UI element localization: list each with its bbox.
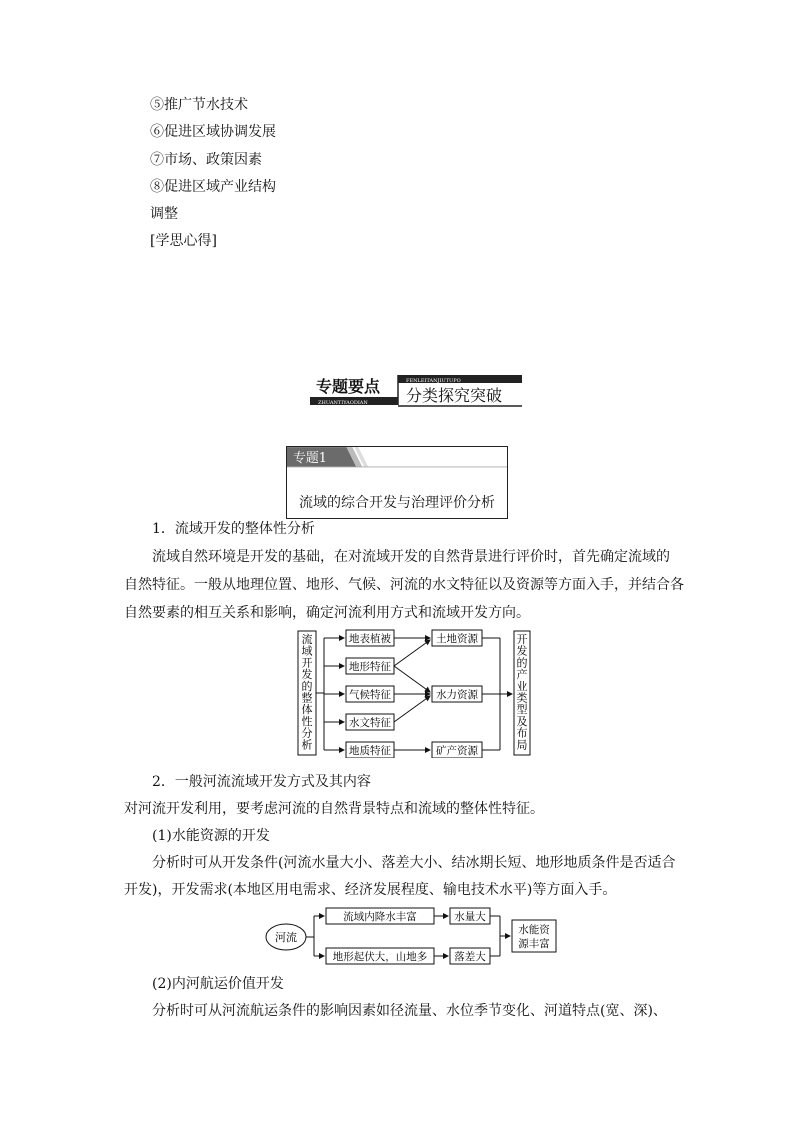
effect-box bbox=[450, 908, 490, 924]
paragraph-line: 开发)，开发需求(本地区用电需求、经济发展程度、输电技术水平)等方面入手。 bbox=[124, 882, 617, 898]
svg-text:源丰富: 源丰富 bbox=[518, 938, 550, 950]
svg-text:流域内降水丰富: 流域内降水丰富 bbox=[343, 911, 417, 923]
banner-left-subtitle: ZHUANTIYAODIAN bbox=[318, 400, 368, 406]
list-item: ⑤推广节水技术 bbox=[150, 97, 248, 113]
paragraph-line: 自然特征。一般从地理位置、地形、气候、河流的水文特征以及资源等方面入手，并结合各 bbox=[124, 577, 684, 593]
factor-box bbox=[346, 630, 394, 646]
svg-text:地形起伏大，山地多: 地形起伏大，山地多 bbox=[332, 951, 428, 963]
subsection-heading: (2)内河航运价值开发 bbox=[152, 976, 284, 992]
svg-text:地形特征: 地形特征 bbox=[349, 661, 391, 673]
banner-left-title: 专题要点 bbox=[316, 377, 381, 396]
subsection-heading: (1)水能资源的开发 bbox=[152, 828, 270, 844]
banner-right-title: 分类探究突破 bbox=[406, 386, 503, 405]
svg-text:落差大: 落差大 bbox=[454, 951, 486, 963]
paragraph-line: 分析时可从开发条件(河流水量大小、落差大小、结冰期长短、地形地质条件是否适合 bbox=[152, 855, 676, 871]
paragraph-line: 自然要素的相互关系和影响，确定河流利用方式和流域开发方向。 bbox=[124, 605, 530, 621]
svg-text:气候特征: 气候特征 bbox=[349, 689, 391, 701]
right-vertical-label: 开发的产业类型及布局 bbox=[516, 633, 528, 752]
left-vertical-label: 流域开发的整体性分析 bbox=[301, 633, 313, 752]
resource-box bbox=[432, 686, 482, 702]
svg-text:水量大: 水量大 bbox=[454, 911, 486, 923]
cause-box bbox=[326, 908, 434, 924]
banner-right-subtitle: FENLEITANJIUTUPO bbox=[406, 378, 461, 384]
cause-box bbox=[326, 948, 434, 964]
notes-label: [学思心得] bbox=[150, 233, 217, 249]
resource-box bbox=[432, 630, 482, 646]
svg-text:水能资: 水能资 bbox=[518, 924, 550, 936]
svg-text:地表植被: 地表植被 bbox=[349, 633, 391, 645]
list-item: ⑦市场、政策因素 bbox=[150, 152, 262, 168]
watershed-analysis-diagram bbox=[294, 628, 534, 758]
effect-box bbox=[450, 948, 490, 964]
paragraph-line: 流域自然环境是开发的基础，在对流域开发的自然背景进行评价时，首先确定流域的 bbox=[152, 549, 670, 565]
svg-text:矿产资源: 矿产资源 bbox=[436, 745, 478, 757]
factor-box bbox=[346, 742, 394, 758]
factor-box bbox=[346, 658, 394, 674]
section-heading: 2．一般河流流域开发方式及其内容 bbox=[152, 774, 371, 790]
section-banner bbox=[310, 373, 522, 407]
hydropower-diagram bbox=[264, 906, 560, 968]
topic-box bbox=[286, 446, 508, 519]
resource-box bbox=[432, 742, 482, 758]
paragraph-line: 对河流开发利用，要考虑河流的自然背景特点和流域的整体性特征。 bbox=[124, 801, 544, 817]
topic-tag-label: 专题1 bbox=[292, 450, 327, 466]
result-box bbox=[512, 920, 556, 952]
list-item: ⑧促进区域产业结构 bbox=[150, 179, 276, 195]
river-label: 河流 bbox=[275, 931, 297, 944]
paragraph-line: 分析时可从河流航运条件的影响因素如径流量、水位季节变化、河道特点(宽、深)、 bbox=[152, 1003, 667, 1019]
section-heading: 1．流域开发的整体性分析 bbox=[152, 521, 315, 537]
svg-text:水文特征: 水文特征 bbox=[349, 717, 391, 729]
factor-box bbox=[346, 714, 394, 730]
topic-title: 流域的综合开发与治理评价分析 bbox=[299, 495, 495, 511]
svg-text:水力资源: 水力资源 bbox=[436, 689, 478, 701]
svg-text:地质特征: 地质特征 bbox=[349, 745, 391, 757]
factor-box bbox=[346, 686, 394, 702]
list-item: 调整 bbox=[150, 206, 178, 222]
svg-text:土地资源: 土地资源 bbox=[436, 633, 478, 645]
topic-tag bbox=[287, 447, 507, 475]
list-item: ⑥促进区域协调发展 bbox=[150, 124, 276, 140]
